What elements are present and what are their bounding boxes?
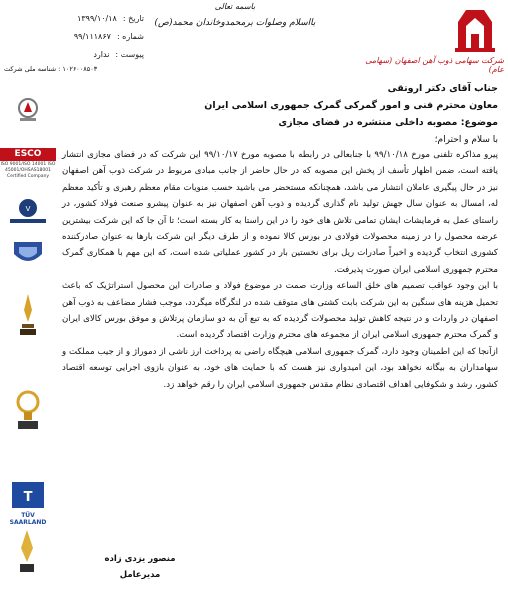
meta-date: تاریخ : ۱۳۹۹/۱۰/۱۸	[77, 14, 144, 23]
tuv-cert-icon	[10, 480, 46, 510]
company-logo-icon	[452, 4, 498, 54]
paragraph-3: ازآنجا که این اطمینان وجود دارد، گمرک جمهوری اسلامی هیچگاه راضی به پرداخت ارز ناشی از دموراژ و از جیب مملکت و سهامداران به بیگانه نخواهد بود، این امیدواری نیز هست که با حمایت های خود، به عنوان بازوی اجرایی توسعه اقتصاد کشور، رشد و شکوفایی اهداف اقتصادی نظام مقدس جمهوری اسلامی ایران را رقم خواهد زد.	[62, 346, 498, 390]
basmala: باسمه تعالی	[214, 2, 256, 11]
signatory-title: مدیرعامل	[119, 570, 161, 580]
svg-text:V: V	[25, 205, 31, 213]
esco-badge: ESCO	[0, 148, 56, 161]
gold-trophy-icon	[14, 528, 40, 574]
recipient-name: جناب آقای دکتر اروتقی	[387, 83, 498, 94]
meta-number: شماره : ۹۹/۱۱۱۸۶۷	[73, 32, 144, 41]
ring-award-icon	[12, 388, 44, 430]
tuv-label: TÜV SAARLAND	[9, 512, 47, 526]
verus-cert-icon	[6, 198, 50, 224]
shield-cert-icon	[10, 238, 46, 268]
signature-block	[100, 551, 180, 583]
national-id: ۱۰۲۶۰۰۸۵۰۳ : شناسه ملی شرکت	[4, 65, 98, 73]
svg-text:T: T	[23, 490, 33, 505]
recipient-title: معاون محترم فنی و امور گمرکی گمرک جمهوری اسلامی ایران	[204, 100, 498, 111]
greeting: با سلام و احترام؛	[434, 135, 498, 145]
quality-award-icon	[14, 96, 42, 122]
letter-meta	[28, 10, 144, 64]
signatory-name: منصور یزدی زاده	[104, 554, 176, 564]
meta-attachment: پیوست : ندارد	[93, 50, 144, 59]
trophy-award-icon	[16, 292, 40, 336]
paragraph-1: پیرو مذاکره تلفنی مورخ ۹۹/۱۰/۱۸ با جنابعالی در رابطه با مصوبه مورخ ۹۹/۱۰/۱۷ این شرکت که در فضای مجازی انتشار یافته است، ضمن اظهار تأسف از پخش این مصوبه که در حال حاضر از جانب مبادی مربوط در شرکت ذوب آهن اصفهان نیز در حال پیگیری عاملان انتشار می باشد، همچنانکه مستحضر می باشید حسب منویات مقام معظم رهبری و تأکید معظم له، امسال به عنوان سال جهش تولید نام گذاری گردیده و ذوب آهن اصفهان نیز به عنوان پیشرو صنعت فولاد کشور، در راستای عمل به فرمایشات ایشان تمامی تلاش های خود را در این راستا به کار بسته است؛ تا آن جا که این شرکت بیشترین عرضه محصول را در زمینه محصولات فولادی در بورس کالا نموده و از طرف دیگر این شرکت بارها به عنوان صادرکننده کشوری انتخاب گردیده و اخیراً صادرات ریل برای نخستین بار در کشور عملیاتی شده است، که این مهم با همکاری گمرک محترم جمهوری اسلامی ایران صورت پذیرفت.	[62, 150, 498, 275]
company-name: شرکت سهامی ذوب آهن اصفهان (سهامی عام)	[365, 56, 504, 74]
letter-subject: موضوع: مصوبه داخلی منتشره در فضای مجازی	[278, 117, 498, 128]
salawat: بااسلام وصلوات برمحمدوخاندان محمد(ص)	[154, 18, 316, 28]
paragraph-2: با این وجود عواقب تصمیم های خلق الساعه وزارت صمت در موضوع فولاد و صادرات این محصول استراتژیک که باعث تحمیل هزینه های سنگین به این شرکت بابت کشتی های متوقف شده در لنگرگاه میگردد، موجب فشار مضاعف به ذوب آهن اصفهان در واردات و در نتیجه کاهش تولید محصولات گردیده که به تبع آن به دو سازمان پرتلاش و موفق بورس کالای ایران و گمرک محترم جمهوری اسلامی ایران از مجموعه های محترم وزارت اقتصاد گردیده است.	[62, 281, 498, 341]
letter-body	[62, 80, 498, 393]
esco-caption: ISO 9001/ISO 14001 ISO 45001/OHSAS18001 Certified Company	[0, 162, 56, 179]
